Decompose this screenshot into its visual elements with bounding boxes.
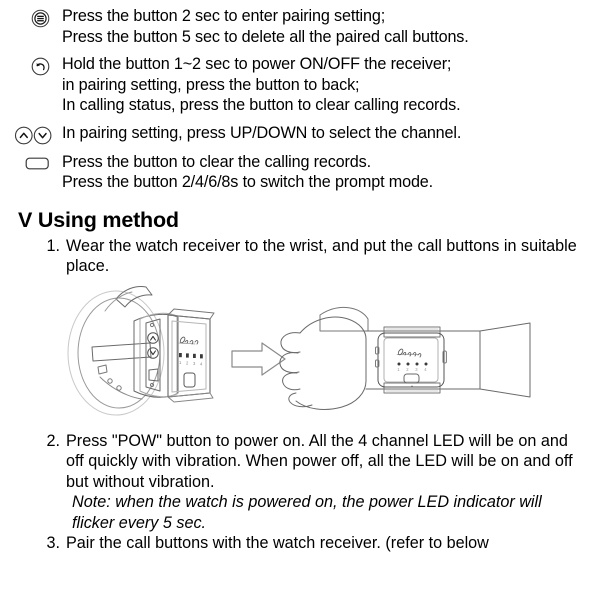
function-line: in pairing setting, press the button to back; bbox=[62, 75, 360, 94]
function-line: Hold the button 1~2 sec to power ON/OFF the receiver; bbox=[62, 55, 452, 73]
section-heading: V Using method bbox=[18, 207, 179, 232]
list-item-number: 2. bbox=[46, 431, 60, 450]
watch-receiver-worn-on-wrist-diagram bbox=[0, 281, 600, 431]
rounded-rectangle-button-icon bbox=[25, 155, 50, 172]
function-line: Press the button 2/4/6/8s to switch the prompt mode. bbox=[62, 173, 434, 191]
list-item bbox=[0, 236, 600, 277]
list-item-number: 3. bbox=[46, 534, 60, 552]
svg-text:4: 4 bbox=[424, 366, 427, 372]
function-line: In pairing setting, press UP/DOWN to select the channel. bbox=[62, 123, 462, 142]
list-item-note: Note: when the watch is powered on, the power LED indicator will flicker every 5 sec. bbox=[72, 493, 542, 532]
svg-text:1: 1 bbox=[397, 366, 400, 372]
list-item-text: Pair the call buttons with the watch receiver. (refer to below bbox=[66, 534, 489, 552]
icon-cell bbox=[0, 152, 62, 172]
list-item-text: Press "POW" button to power on. All the 4 channel LED will be on and off quickly with vibration. When power off, all the LED will be on and off but without vibration. bbox=[66, 431, 573, 491]
icon-cell bbox=[0, 54, 62, 76]
svg-text:3: 3 bbox=[415, 366, 418, 372]
button-function-row bbox=[0, 152, 600, 193]
list-item bbox=[0, 431, 600, 493]
button-function-list bbox=[0, 0, 600, 193]
function-line: Press the button 5 sec to delete all the paired call buttons. bbox=[62, 27, 469, 46]
button-function-row bbox=[0, 123, 600, 145]
back-arrow-circle-icon bbox=[31, 57, 50, 76]
button-function-row bbox=[0, 54, 600, 116]
svg-text:2: 2 bbox=[406, 366, 409, 372]
function-line: Press the button 2 sec to enter pairing setting; bbox=[62, 7, 386, 25]
up-down-chevron-circles-icon bbox=[14, 126, 53, 145]
list-item-text: Wear the watch receiver to the wrist, and put the call buttons in suitable place. bbox=[66, 236, 577, 275]
function-line: Press the button to clear the calling records. bbox=[62, 152, 371, 171]
svg-text:4: 4 bbox=[200, 361, 203, 366]
function-line: In calling status, press the button to clear calling records. bbox=[62, 96, 461, 114]
menu-circle-icon bbox=[31, 9, 50, 28]
button-function-text bbox=[62, 152, 600, 193]
svg-text:3: 3 bbox=[193, 360, 196, 366]
svg-text:1: 1 bbox=[179, 359, 182, 365]
icon-cell bbox=[0, 123, 62, 145]
button-function-text bbox=[62, 6, 600, 47]
icon-cell bbox=[0, 6, 62, 28]
svg-text:2: 2 bbox=[186, 360, 189, 365]
button-function-text bbox=[62, 123, 600, 144]
button-function-text bbox=[62, 54, 600, 116]
list-item bbox=[0, 533, 600, 554]
list-item-number: 1. bbox=[46, 236, 60, 255]
button-function-row bbox=[0, 6, 600, 47]
